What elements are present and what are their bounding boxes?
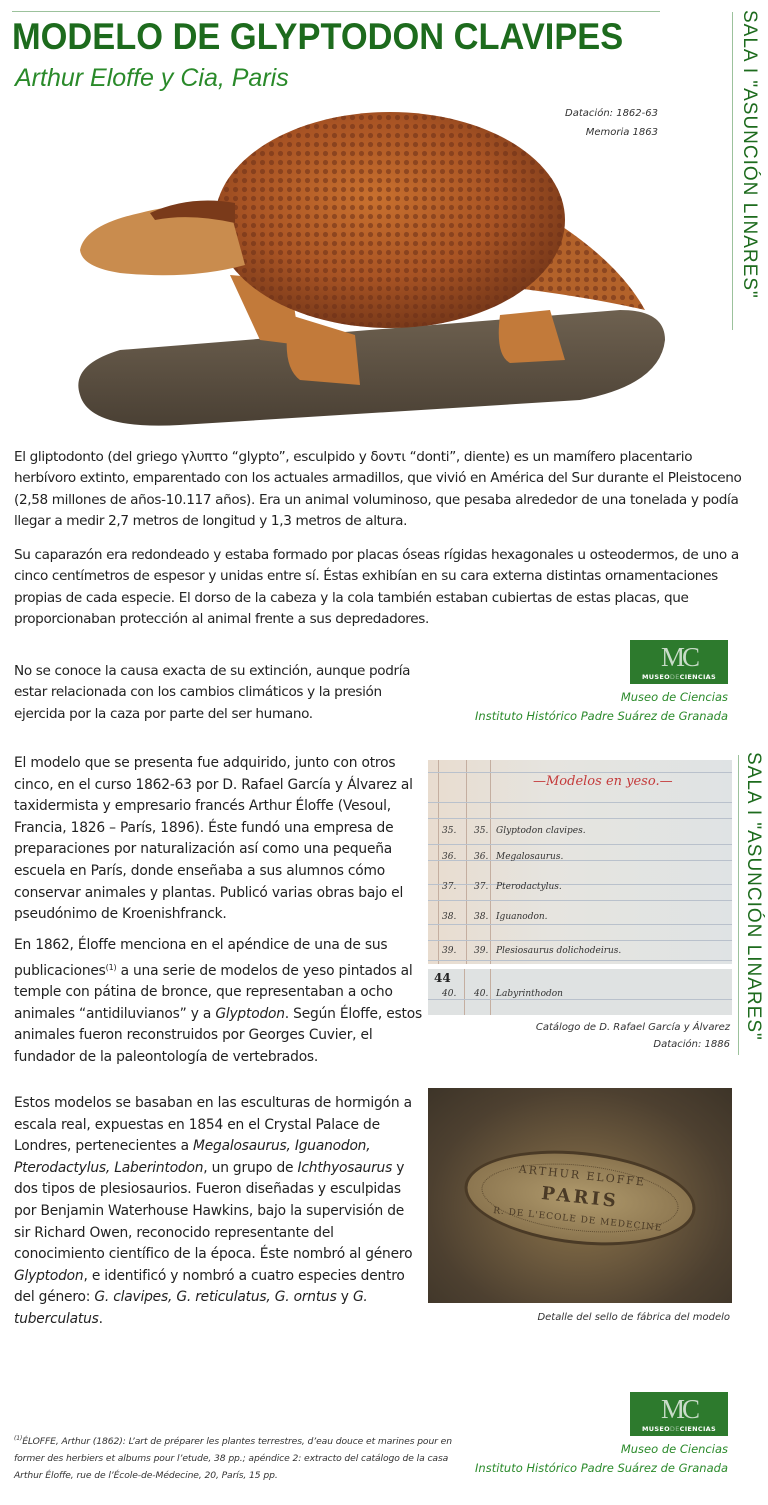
ledger-page-number: 44	[434, 971, 451, 985]
history-paragraph-1: El modelo que se presenta fue adquirido, junto con otros cinco, en el curso 1862-63 por D. Rafael García y Álvarez al taxidermista y empresario francés Arthur Éloffe (Vesoul, Francia, 1826 – París, 1896). Éste fundó una empresa de preparaciones por naturalización así como una pequeña escuela en París, donde enseñaba a sus alumnos cómo conservar animales y plantas. Publicó varias obras bajo el pseudónimo de Kroenishfranck.	[14, 755, 413, 923]
ledger-heading: —Modelos en yeso.—	[533, 774, 673, 789]
logo-wordmark: MUSEODECIENCIAS	[642, 1425, 716, 1433]
intro-paragraph-2: Su caparazón era redondeado y estaba formado por placas óseas rígidas hexagonales u osteodermos, de uno a cinco centímetros de espesor y unidas entre sí. Éstas exhibían en su cara externa distintas ornamentaciones propias de cada especie. El dorso de la cabeza y la cola también estaban cubiertas de estas placas, que proporcionaban protección al animal frente a sus depredadores.	[14, 547, 739, 627]
history-paragraph-2: En 1862, Éloffe menciona en el apéndice de una de sus publicaciones$^{(1)}$ a una serie de modelos de yeso pintados al temple con pátina de bronce, que representaban a ocho animales “antidiluvianos” y a Glyptodon. Según Éloffe, estos animales fueron reconstruidos por Georges Cuvier, el fundador de la paleontología de vertebrados.	[14, 937, 422, 1065]
seal-caption: Detalle del sello de fábrica del modelo	[537, 1312, 730, 1323]
footnote: $^{(1)}$ÉLOFFE, Arthur (1862): L’art de préparer les plantes terrestres, d’eau douce et marines pour en former des herbiers et albums pour l’etude, 38 pp.; apéndice 2: extracto del catálogo de la casa Arthur Éloffe, rue de l’École-de-Médecine, 20, París, 15 pp.	[14, 1435, 452, 1481]
museum-logo-block-1	[470, 640, 728, 726]
room-label-top: SALA I "ASUNCIÓN LINARES"	[739, 10, 760, 299]
side-divider-top	[732, 12, 733, 330]
glyptodon-model-photo	[60, 95, 680, 430]
top-divider	[12, 11, 660, 12]
side-divider-bottom	[738, 755, 739, 1055]
history-paragraph-3: Estos modelos se basaban en las esculturas de hormigón a escala real, expuestas en 1854 en el Crystal Palace de Londres, pertenecientes a Megalosaurus, Iguanodon, Pterodactylus, Laberintodon, un grupo de Ichthyosaurus y dos tipos de plesiosaurios. Fueron diseñadas y esculpidas por Benjamin Waterhouse Hawkins, bajo la supervisión de sir Richard Owen, reconocido representante del conocimiento científico de la época. Éste nombró al género Glyptodon, e identificó y nombró a cuatro especies dentro del género: G. clavipes, G. reticulatus, G. orntus y G. tuberculatus.	[14, 1095, 413, 1327]
museum-logo	[630, 640, 728, 684]
museum-logo	[630, 1392, 728, 1436]
page-title: MODELO DE GLYPTODON CLAVIPES	[12, 16, 624, 57]
logo-wordmark: MUSEODECIENCIAS	[642, 673, 716, 681]
footnote-ref: (1)	[105, 962, 117, 972]
museum-logo-block-2	[470, 1392, 728, 1478]
logo-caption-institute: Instituto Histórico Padre Suárez de Granada	[475, 1461, 728, 1475]
room-label-bottom: SALA I "ASUNCIÓN LINARES"	[743, 752, 764, 1041]
logo-caption-museum: Museo de Ciencias	[620, 1442, 728, 1456]
factory-seal-photo: ARTHUR ELOFFE PARIS R. DE L'ECOLE DE MEDECINE	[428, 1088, 732, 1303]
logo-mark: MC	[660, 1394, 698, 1424]
logo-caption-museum: Museo de Ciencias	[620, 690, 728, 704]
catalog-ledger-photo-2: 44 40. 40. Labyrinthodon	[428, 969, 732, 1015]
dating-text: Datación: 1862-63	[565, 108, 658, 119]
page-subtitle: Arthur Eloffe y Cia, Paris	[15, 64, 289, 92]
memoria-text: Memoria 1863	[585, 127, 658, 138]
ledger-caption: Catálogo de D. Rafael García y Álvarez Datación: 1886	[535, 1022, 730, 1050]
dating-caption	[565, 104, 658, 142]
intro-paragraph-3: No se conoce la causa exacta de su extinción, aunque podría estar relacionada con los cambios climáticos y la presión ejercida por la caza por parte del ser humano.	[14, 663, 411, 722]
intro-paragraph-1: El gliptodonto (del griego γλυπτο “glypto”, esculpido y δοντι “donti”, diente) es un mamífero placentario herbívoro extinto, emparentado con los actuales armadillos, que vivió en América del Sur durante el Pleistoceno (2,58 millones de años-10.117 años). Era un animal voluminoso, que pesaba alrededor de una tonelada y podía llegar a medir 2,7 metros de longitud y 1,3 metros de altura.	[14, 449, 742, 529]
catalog-ledger-photo: —Modelos en yeso.— 35. 35. Glyptodon clavipes. 36. 36. Megalosaurus. 37. 37. Pterodactylus. 38. 38. Iguanodon. 39. 39. Plesiosaurus dolichodeirus.	[428, 760, 732, 964]
logo-mark: MC	[660, 642, 698, 672]
logo-caption-institute: Instituto Histórico Padre Suárez de Granada	[475, 709, 728, 723]
